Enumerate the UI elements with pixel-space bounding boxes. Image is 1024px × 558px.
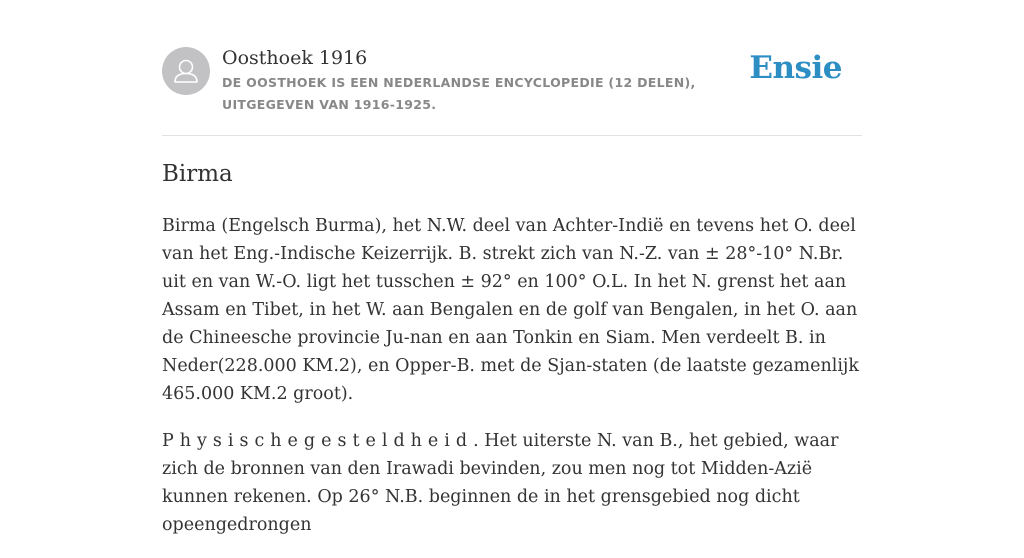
header-divider <box>162 135 862 136</box>
paragraph-text: . Het uiterste N. van B., het gebied, waar zich de bronnen van den Irawadi bevinden, zou men nog tot Midden-Azië kunnen rekenen. Op 26° N.B. beginnen de in het grensgebied nog dicht opeengedrongen <box>162 431 839 535</box>
source-title[interactable]: Oosthoek 1916 <box>222 47 368 69</box>
user-silhouette-icon <box>162 47 210 95</box>
article-title: Birma <box>162 161 233 187</box>
source-header <box>162 46 862 136</box>
source-description: DE OOSTHOEK IS EEN NEDERLANDSE ENCYCLOPEDIE (12 DELEN), UITGEGEVEN VAN 1916-1925. <box>222 75 696 112</box>
article-paragraph <box>162 427 862 539</box>
article-paragraph: Birma (Engelsch Burma), het N.W. deel van Achter-Indië en tevens het O. deel van het Eng.-Indische Keizerrijk. B. strekt zich van N.-Z. van ± 28°-10° N.Br. uit en van W.-O. ligt het tusschen ± 92° en 100° O.L. In het N. grenst het aan Assam en Tibet, in het W. aan Bengalen en de golf van Bengalen, in het O. aan de Chineesche provincie Ju-nan en aan Tonkin en Siam. Men verdeelt B. in Neder(228.000 KM.2), en Opper-B. met de Sjan-staten (de laatste gezamenlijk 465.000 KM.2 groot). <box>162 216 859 404</box>
section-emphasis: Physischegesteldheid <box>162 431 474 451</box>
article-body <box>162 212 862 558</box>
avatar[interactable] <box>162 47 210 95</box>
ensie-logo[interactable]: Ensie <box>749 50 842 86</box>
